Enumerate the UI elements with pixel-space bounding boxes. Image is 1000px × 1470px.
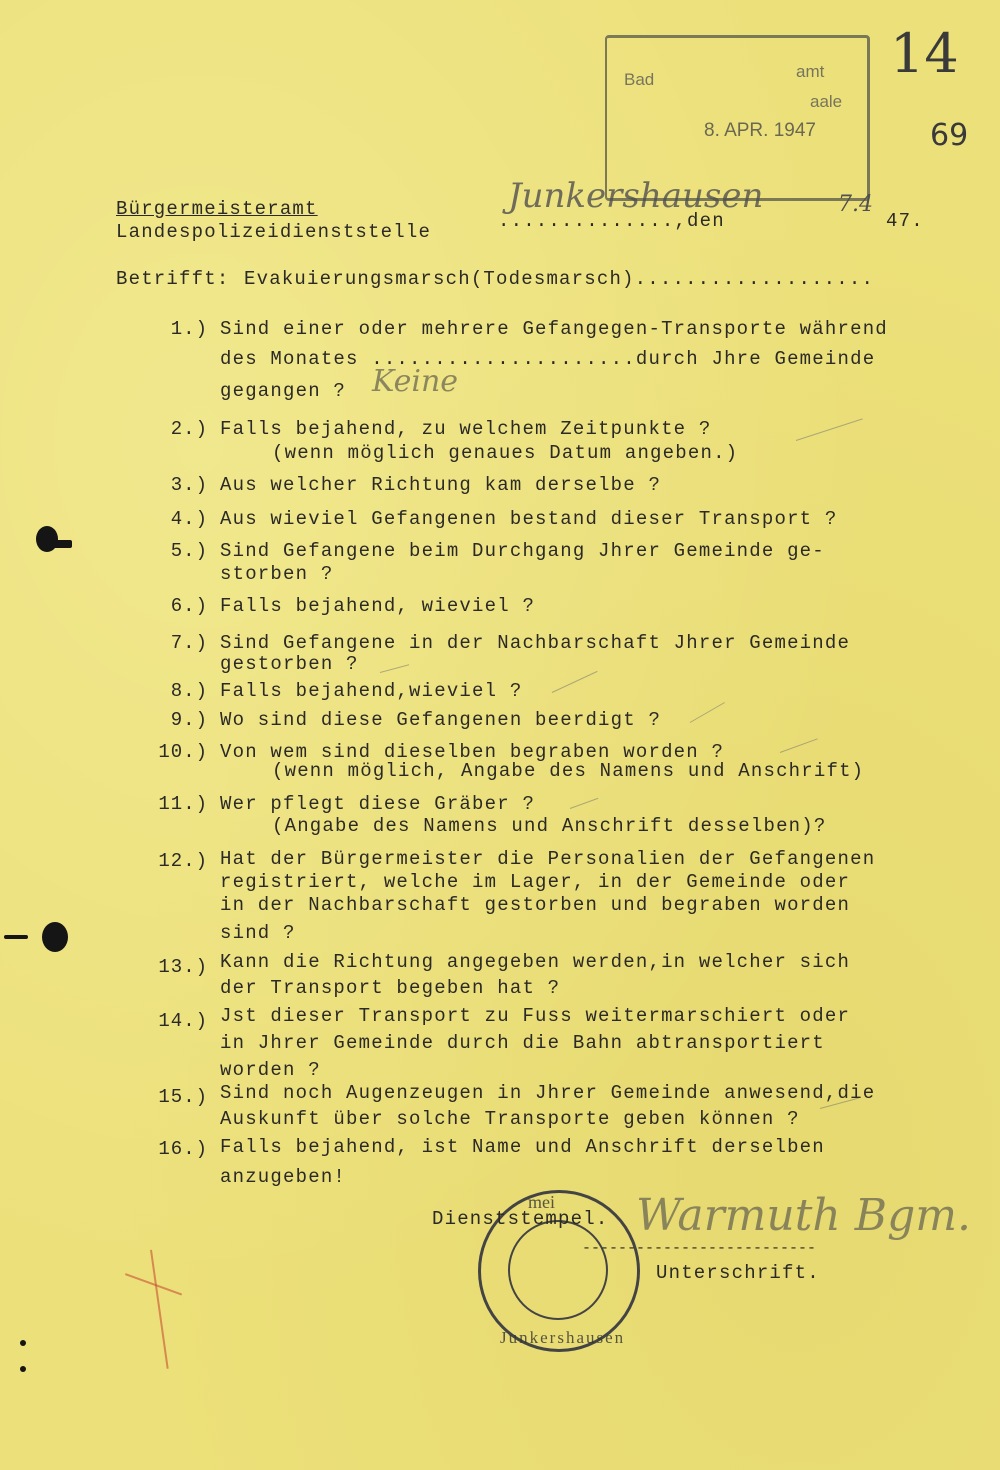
pencil-dash (570, 798, 599, 809)
q11-line2: (Angabe des Namens und Anschrift desselben)? (272, 815, 827, 837)
pencil-dash (796, 418, 863, 441)
q7-line2: gestorben ? (220, 653, 359, 675)
q6-line1: Falls bejahend, wieviel ? (220, 595, 536, 617)
pencil-dash (780, 738, 818, 753)
stamp-line2: amt (796, 62, 825, 81)
q14-line1: Jst dieser Transport zu Fuss weitermarschiert oder (220, 1005, 851, 1027)
q2-number: 2.) (170, 418, 208, 440)
official-seal-inner (508, 1220, 608, 1320)
q10-number: 10.) (158, 741, 208, 763)
stamp-line3: aale (810, 92, 843, 111)
q12-number: 12.) (158, 850, 208, 872)
q13-line2: der Transport begeben hat ? (220, 977, 561, 999)
office-line1: Bürgermeisteramt (116, 198, 318, 220)
q14-number: 14.) (158, 1010, 208, 1032)
q16-line1: Falls bejahend, ist Name und Anschrift derselben (220, 1136, 825, 1158)
q1-answer-handwritten: Keine (372, 364, 459, 399)
subject-label: Betrifft: (116, 268, 230, 290)
q11-line1: Wer pflegt diese Gräber ? (220, 793, 536, 815)
q16-line2: anzugeben! (220, 1166, 347, 1188)
seal-text: Junkershausen (500, 1328, 626, 1347)
q9-line1: Wo sind diese Gefangenen beerdigt ? (220, 709, 662, 731)
ink-dot (20, 1366, 26, 1372)
dienststempel-label: Dienststempel. (432, 1208, 609, 1230)
q5-line2: storben ? (220, 563, 334, 585)
date-day-handwritten: 7.4 (838, 192, 873, 217)
pencil-dash (690, 702, 725, 723)
punch-hole-mark (4, 935, 28, 939)
seal-top-text: mei (528, 1192, 555, 1212)
q8-line1: Falls bejahend,wieviel ? (220, 680, 523, 702)
q1-line2: des Monates .....................durch Jhre Gemeinde (220, 348, 876, 370)
punch-hole-mark (50, 540, 72, 548)
stamp-date: 8. APR. 1947 (704, 120, 816, 141)
q1-line3: gegangen ? (220, 380, 347, 402)
pencil-dash (380, 664, 409, 673)
stamp-line1: Bad (624, 70, 655, 89)
q2-line2: (wenn möglich genaues Datum angeben.) (272, 442, 739, 464)
q2-line1: Falls bejahend, zu welchem Zeitpunkte ? (220, 418, 712, 440)
date-place-handwritten: Junkershausen (508, 176, 764, 216)
unterschrift-label: Unterschrift. (656, 1262, 820, 1284)
q15-line1: Sind noch Augenzeugen in Jhrer Gemeinde anwesend,die (220, 1082, 876, 1104)
ink-dot (20, 1340, 26, 1346)
pencil-dash (552, 671, 598, 693)
q12-line2: registriert, welche im Lager, in der Gemeinde oder (220, 871, 851, 893)
q13-line1: Kann die Richtung angegeben werden,in welcher sich (220, 951, 851, 973)
q11-number: 11.) (158, 793, 208, 815)
signature-handwritten: Warmuth Bgm. (636, 1190, 971, 1241)
q4-line1: Aus wieviel Gefangenen bestand dieser Transport ? (220, 508, 838, 530)
date-field: ..............,den (498, 210, 725, 232)
q15-number: 15.) (158, 1086, 208, 1108)
q6-number: 6.) (170, 595, 208, 617)
office-line2: Landespolizeidienststelle (116, 221, 432, 243)
q15-line2: Auskunft über solche Transporte geben können ? (220, 1108, 800, 1130)
q3-number: 3.) (170, 474, 208, 496)
q7-number: 7.) (170, 632, 208, 654)
q14-line3: worden ? (220, 1059, 321, 1081)
q7-line1: Sind Gefangene in der Nachbarschaft Jhrer Gemeinde (220, 632, 851, 654)
q13-number: 13.) (158, 956, 208, 978)
q1-line1: Sind einer oder mehrere Gefangegen-Transporte während (220, 318, 888, 340)
q1-number: 1.) (170, 318, 208, 340)
punch-hole-mark (36, 526, 58, 552)
q10-line1: Von wem sind dieselben begraben worden ? (220, 741, 725, 763)
q10-line2: (wenn möglich, Angabe des Namens und Anschrift) (272, 760, 865, 782)
q12-line4: sind ? (220, 922, 296, 944)
q14-line2: in Jhrer Gemeinde durch die Bahn abtransportiert (220, 1032, 825, 1054)
q3-line1: Aus welcher Richtung kam derselbe ? (220, 474, 662, 496)
punch-hole-mark (42, 922, 68, 952)
q4-number: 4.) (170, 508, 208, 530)
subject-text: Evakuierungsmarsch(Todesmarsch)................... (244, 268, 875, 290)
q5-number: 5.) (170, 540, 208, 562)
red-pencil-mark (150, 1250, 169, 1369)
q12-line3: in der Nachbarschaft gestorben und begraben worden (220, 894, 851, 916)
q8-number: 8.) (170, 680, 208, 702)
corner-mark: 14 (890, 22, 959, 85)
signature-line: -------------------------- (582, 1240, 817, 1257)
year: 47. (886, 210, 924, 232)
q12-line1: Hat der Bürgermeister die Personalien der Gefangenen (220, 848, 876, 870)
page-number: 69 (930, 118, 969, 153)
q5-line1: Sind Gefangene beim Durchgang Jhrer Gemeinde ge- (220, 540, 825, 562)
q9-number: 9.) (170, 709, 208, 731)
q16-number: 16.) (158, 1138, 208, 1160)
